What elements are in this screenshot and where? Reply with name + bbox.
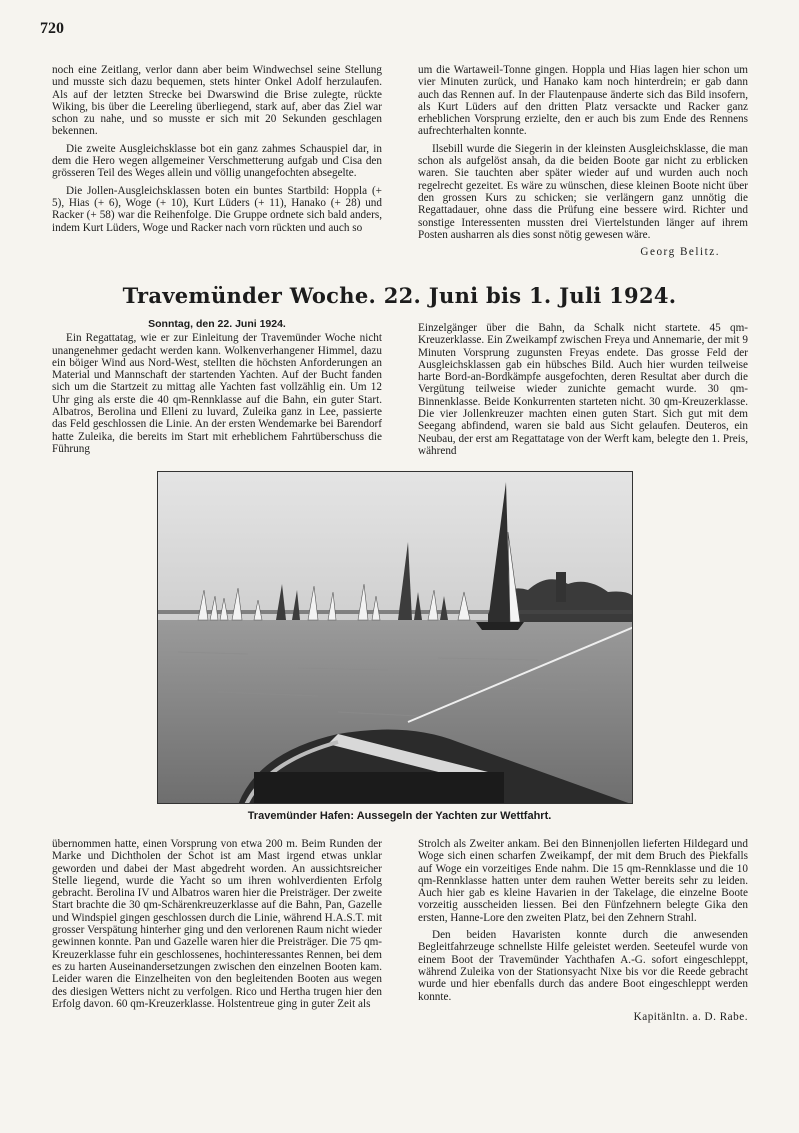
paragraph: Einzelgänger über die Bahn, da Schalk nicht startete. 45 qm-Kreuzerklasse. Ein Zweikampf zwischen Freya und Annemarie, der mit 9 Minuten Vorsprung zugunsten Freyas endete. Das grosse Feld der Ausgleichsklassen gab ein hübsches Bild. Auch hier wurden teilweise harte Bord-an-Bordkämpfe ausgefochten, deren Resultat aber durch die Vergütung teilweise wieder zunichte gemacht wurde. 30 qm-Binnenklasse. Beide Konkurrenten starteten nicht. 30 qm-Kreuzerklasse. Die vier Jollenkreuzer machten einen guten Start. Sich gut mit dem Seegang abfindend, waren sie bald aus Sicht gelaufen. Deuteros, ein Neubau, der erst am Regattatage von der Werft kam, belegte den 1. Preis, während <box>418 322 748 457</box>
page-number: 720 <box>40 20 64 37</box>
bottom-left-column <box>52 838 382 1015</box>
paragraph: Ilsebill wurde die Siegerin in der kleinsten Ausgleichsklasse, die man schon als aufgelöst ansah, da die beiden Boote gar nicht zu erblicken waren. Sie tauchten aber später wieder auf und wurden auch noch regelrecht gezeitet. Es wäre zu wünschen, diese kleinen Boote nicht über den grossen Kurs zu schicken; sie verlängern ganz unnötig die Regattadauer, ohne dass die Prüfung eine bessere wird. Richter und sonstige Interessenten mussten drei Viertelstunden länger auf ihrem Posten ausharren als dies sonst nötig gewesen wäre. <box>418 142 748 241</box>
top-right-column <box>418 64 748 258</box>
date-subheading: Sonntag, den 22. Juni 1924. <box>148 318 286 330</box>
signature: Georg Belitz. <box>640 246 720 259</box>
figure-caption: Travemünder Hafen: Aussegeln der Yachten zur Wettfahrt. <box>247 810 552 822</box>
bottom-right-column <box>418 838 748 1023</box>
paragraph: Den beiden Havaristen konnte durch die anwesenden Begleitfahrzeuge schnellste Hilfe geleistet werden. Seeteufel wurde von einem Boot der Travemünder Yachthafen A.-G. sofort eingeschleppt, während Zuleika von der Stationsyacht Nixe bis vor die Reede gebracht wurde und hier ebenfalls durch das andere Boot eingeschleppt werden konnte. <box>418 929 748 1003</box>
paragraph: Die Jollen-Ausgleichsklassen boten ein buntes Startbild: Hoppla (+ 5), Hias (+ 6), Woge (+ 10), Kurt Lüders (+ 11), Hanako (+ 28) und Racker (+ 58) war die Reihenfolge. Die Gruppe ordnete sich bald anders, indem Kurt Lüders, Woge und Racker nach vorn rückten und auch so <box>52 184 382 234</box>
mid-right-column <box>418 322 748 462</box>
top-left-column <box>52 64 382 239</box>
paragraph: um die Wartaweil-Tonne gingen. Hoppla und Hias lagen hier schon um vier Minuten zurück, und Hanako kam noch hinterdrein; er gab dann auch das Rennen auf. In der Flautenpause änderte sich das Bild insofern, als Kurt Lüders auf den dritten Platz versackte und Racker ganz erheblichen Vorsprung erzielte, den er auch bis zum Ende des Rennens aufrechterhalten konnte. <box>418 64 748 138</box>
mid-left-column <box>52 318 382 460</box>
harbor-photo-illustration <box>158 472 633 804</box>
author-byline: Kapitänltn. a. D. Rabe. <box>633 1010 748 1023</box>
paragraph: übernommen hatte, einen Vorsprung von etwa 200 m. Beim Runden der Marke und Dichtholen der Schot ist am Mast irgend etwas unklar geworden und dabei der Mast abgedreht worden. An aussichtsreicher Stelle liegend, wurde die Yacht so um ihren wohlverdienten Erfolg gebracht. Berolina IV und Albatros waren hier die Preisträger. Der zweite Start brachte die 30 qm-Schärenkreuzerklasse auf die Bahn, Pan, Gazelle und Windspiel gingen geschlossen durch die Linie, während H.A.S.T. mit grosser Verspätung hinterher ging und den verlorenen Raum nicht wieder gewinnen konnte. Pan und Gazelle waren hier die Preisträger. Die 75 qm-Kreuzerklasse fuhr ein geschlossenes, hochinteressantes Rennen, bei dem es zu harten Auseinandersetzungen zwischen den einzelnen Booten kam. Leider waren die Einzelheiten von den begleitenden Booten aus wegen des diesigen Wetters nicht zu verfolgen. Rico und Hertha trugen hier den Erfolg davon. 60 qm-Kreuzerklasse. Holstentreue ging in guter Zeit als <box>52 838 382 1010</box>
paragraph: Strolch als Zweiter ankam. Bei den Binnenjollen lieferten Hildegard und Woge sich einen scharfen Zweikampf, der mit dem Bruch des Piekfalls auf Woge ein vorzeitiges Ende nahm. Die 15 qm-Rennklasse und die 10 qm-Rennklasse hatten unter dem rauhen Wetter bereits sehr zu leiden. Auch hier gab es kleine Havarien in der Takelage, die einzelne Boote vorzeitig ausscheiden liessen. Bei den Fünfzehnern belegte Gika den ersten, Hanne-Lore den zweiten Platz, bei den Zehnern Strahl. <box>418 838 748 924</box>
paragraph: Ein Regattatag, wie er zur Einleitung der Travemünder Woche nicht unangenehmer gedacht werden kann. Wolkenverhangener Himmel, dazu ein böiger Wind aus Nord-West, stellten die höchsten Anforderungen an Material und Mannschaft der startenden Yachten. Auf der Bucht fanden sich um die Startzeit zu mittag alle Yachten fast vollzählig ein. Um 12 Uhr ging als erste die 40 qm-Rennklasse auf die Bahn, ein guter Start. Albatros, Berolina und Elleni zu luvard, Zuleika ganz in Lee, passierte das Feld geschlossen die Linie. An der ersten Wendemarke bei Barendorf hatte Zuleika, die bereits im Start mit erheblichem Fahrtüberschuss die Führung <box>52 332 382 455</box>
article-title: Travemünder Woche. 22. Juni bis 1. Juli 1924. <box>122 283 677 308</box>
paragraph: noch eine Zeitlang, verlor dann aber beim Windwechsel seine Stellung und musste sich dazu bequemen, stets hinter Onkel Adolf herzulaufen. Als auf der letzten Strecke bei Dwarswind die Brise zulegte, rückte Wiking, bis über die Leereling überliegend, stark auf, aber das Ziel war schon zu nahe, und so musste er sich mit 20 Sekunden geschlagen bekennen. <box>52 64 382 138</box>
paragraph: Die zweite Ausgleichsklasse bot ein ganz zahmes Schauspiel dar, in dem die Hero wegen allgemeiner Verschmetterung aufgab und Cisa den grösseren Teil des Weges allein und völlig unangefochten absegelte. <box>52 142 382 180</box>
harbor-photo <box>157 471 633 804</box>
